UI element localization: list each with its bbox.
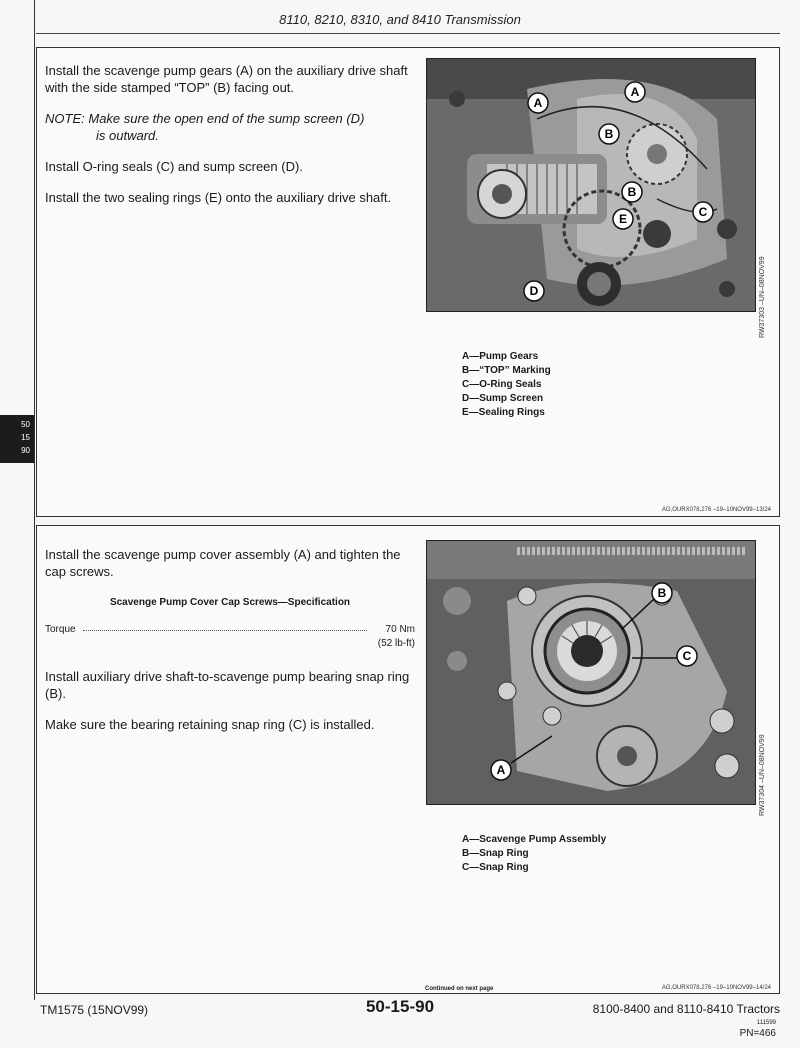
spec-heading: Scavenge Pump Cover Cap Screws—Specification: [109, 597, 351, 608]
page-number: 50-15-90: [365, 997, 435, 1016]
note-label: NOTE:: [45, 111, 85, 126]
spec-value-alt: (52 lb-ft): [377, 638, 415, 649]
spec-value: 70 Nm: [385, 624, 415, 635]
callout-label: A: [533, 96, 543, 110]
continued-note: Continued on next page: [425, 986, 494, 992]
note: [45, 110, 415, 144]
spec-leader-dots: [83, 630, 367, 631]
section-tab-line: 90: [21, 446, 30, 455]
pump-gears-illustration: [427, 59, 755, 311]
instruction-paragraph: Install O-ring seals (C) and sump screen (D).: [45, 159, 303, 174]
reference-code: AG,OURX078,276 –19–10NOV99–14/24: [661, 985, 771, 991]
procedure-block-2: [36, 525, 780, 994]
header-rule: [36, 33, 780, 34]
legend-item: B—Snap Ring: [462, 848, 529, 859]
spec-row: [45, 621, 415, 635]
note-text-line2: is outward.: [96, 128, 159, 143]
page-header-title: 8110, 8210, 8310, and 8410 Transmission: [279, 12, 521, 27]
instruction-paragraph: Install the scavenge pump cover assembly (A) and tighten the cap screws.: [45, 547, 401, 579]
left-margin-rule: [34, 0, 35, 1000]
callout-label: E: [618, 212, 628, 226]
legend-item: E—Sealing Rings: [462, 407, 545, 418]
legend-item: A—Pump Gears: [462, 351, 539, 362]
section-tab: [0, 415, 34, 463]
reference-code: AG,OURX078,276 –19–10NOV99–13/24: [661, 507, 771, 513]
instructions-2: [45, 546, 415, 747]
callout-label: A: [630, 85, 640, 99]
callout-label: B: [604, 127, 614, 141]
page-footer: [0, 997, 800, 1048]
instruction-paragraph: Install the two sealing rings (E) onto the auxiliary drive shaft.: [45, 190, 392, 205]
pump-cover-photo: [426, 540, 756, 805]
tractor-models: 8100-8400 and 8110-8410 Tractors: [592, 1002, 780, 1016]
manual-id: TM1575 (15NOV99): [40, 1003, 149, 1017]
pump-gears-photo: [426, 58, 756, 312]
legend-item: D—Sump Screen: [462, 393, 544, 404]
callout-label: B: [657, 586, 667, 600]
print-date: 111599: [756, 1020, 776, 1026]
instructions-1: [45, 62, 415, 220]
callout-label: C: [682, 649, 692, 663]
image-id: RW37303 –UN–08NOV99: [759, 256, 766, 338]
instruction-paragraph: Install auxiliary drive shaft-to-scavenge pump bearing snap ring (B).: [45, 669, 410, 701]
section-tab-line: 15: [21, 433, 30, 442]
image-id: RW37304 –UN–08NOV99: [759, 734, 766, 816]
legend-1: [462, 350, 551, 420]
section-tab-line: 50: [21, 420, 30, 429]
legend-item: B—“TOP” Marking: [462, 365, 551, 376]
spec-label: Torque: [45, 624, 76, 635]
procedure-block-1: [36, 47, 780, 517]
pn-number: PN=466: [739, 1028, 776, 1039]
callout-label: A: [496, 763, 506, 777]
legend-item: A—Scavenge Pump Assembly: [462, 834, 607, 845]
legend-item: C—Snap Ring: [462, 862, 529, 873]
callout-label: D: [529, 284, 539, 298]
instruction-paragraph: Install the scavenge pump gears (A) on the auxiliary drive shaft with the side stamped “TOP” (B) facing out.: [45, 63, 408, 95]
legend-item: C—O-Ring Seals: [462, 379, 542, 390]
instruction-paragraph: Make sure the bearing retaining snap ring (C) is installed.: [45, 717, 375, 732]
pump-cover-illustration: [427, 541, 755, 804]
note-text-line1: Make sure the open end of the sump screen (D): [88, 111, 365, 126]
callout-label: C: [698, 205, 708, 219]
callout-label: B: [627, 185, 637, 199]
legend-2: [462, 833, 606, 875]
